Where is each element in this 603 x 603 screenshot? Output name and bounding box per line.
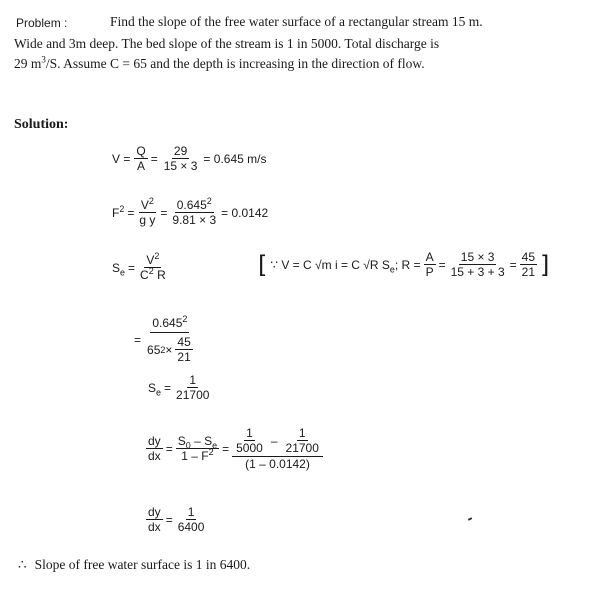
equation-energy-slope: $S_e$ = $\frac{V^2}{C^2 R}$ <box>112 251 166 282</box>
problem-line-1: Find the slope of the free water surface of a rectangular stream 15 m. <box>110 14 483 29</box>
problem-line-3: 29 $m^3/S$. Assume C = 65 and the depth is increasing in the direction of flow. <box>14 54 425 71</box>
bracket-note: [ ∵ V = C √m i = C √R $S_e$ ; R = $\frac{A}{P}$ = $\frac{15 \times 3}{15 + 3 + 3}$ = $\frac{45}{21}$ ] <box>258 250 550 279</box>
equation-gvf: $\frac{dy}{dx}$ = $\frac{S_0 - S_e}{1 - F^2}$ = $\frac{1}{5000}$ – $\frac{1}{21700}$ (1 – 0.0142) <box>146 426 323 471</box>
equation-froude: $F^2$ = $\frac{V^2}{\text{g y}}$ = $\frac{0.645^2}{9.81 \times 3}$ = 0.0142 <box>112 196 269 227</box>
solution-heading: Solution: <box>14 117 69 132</box>
conclusion: ∴ Slope of free water surface is 1 in 6400. <box>18 557 251 572</box>
equation-velocity: V = $\frac{Q}{A}$ = $\frac{29}{15 \times 3}$ = 0.645 m/s <box>112 144 267 173</box>
equation-final: $\frac{dy}{dx}$ = $\frac{1}{6400}$ <box>148 505 205 534</box>
stray-mark <box>468 517 472 521</box>
equation-step-2: = 0.645$^2$ 65 2 × $\frac{45}{21}$ <box>134 314 191 364</box>
equation-energy-slope-result: $S_e$ = $\frac{1}{21700}$ <box>148 373 210 402</box>
problem-label: Problem : <box>16 16 68 30</box>
problem-line-2: Wide and 3m deep. The bed slope of the stream is 1 in 5000. Total discharge is <box>14 36 440 51</box>
